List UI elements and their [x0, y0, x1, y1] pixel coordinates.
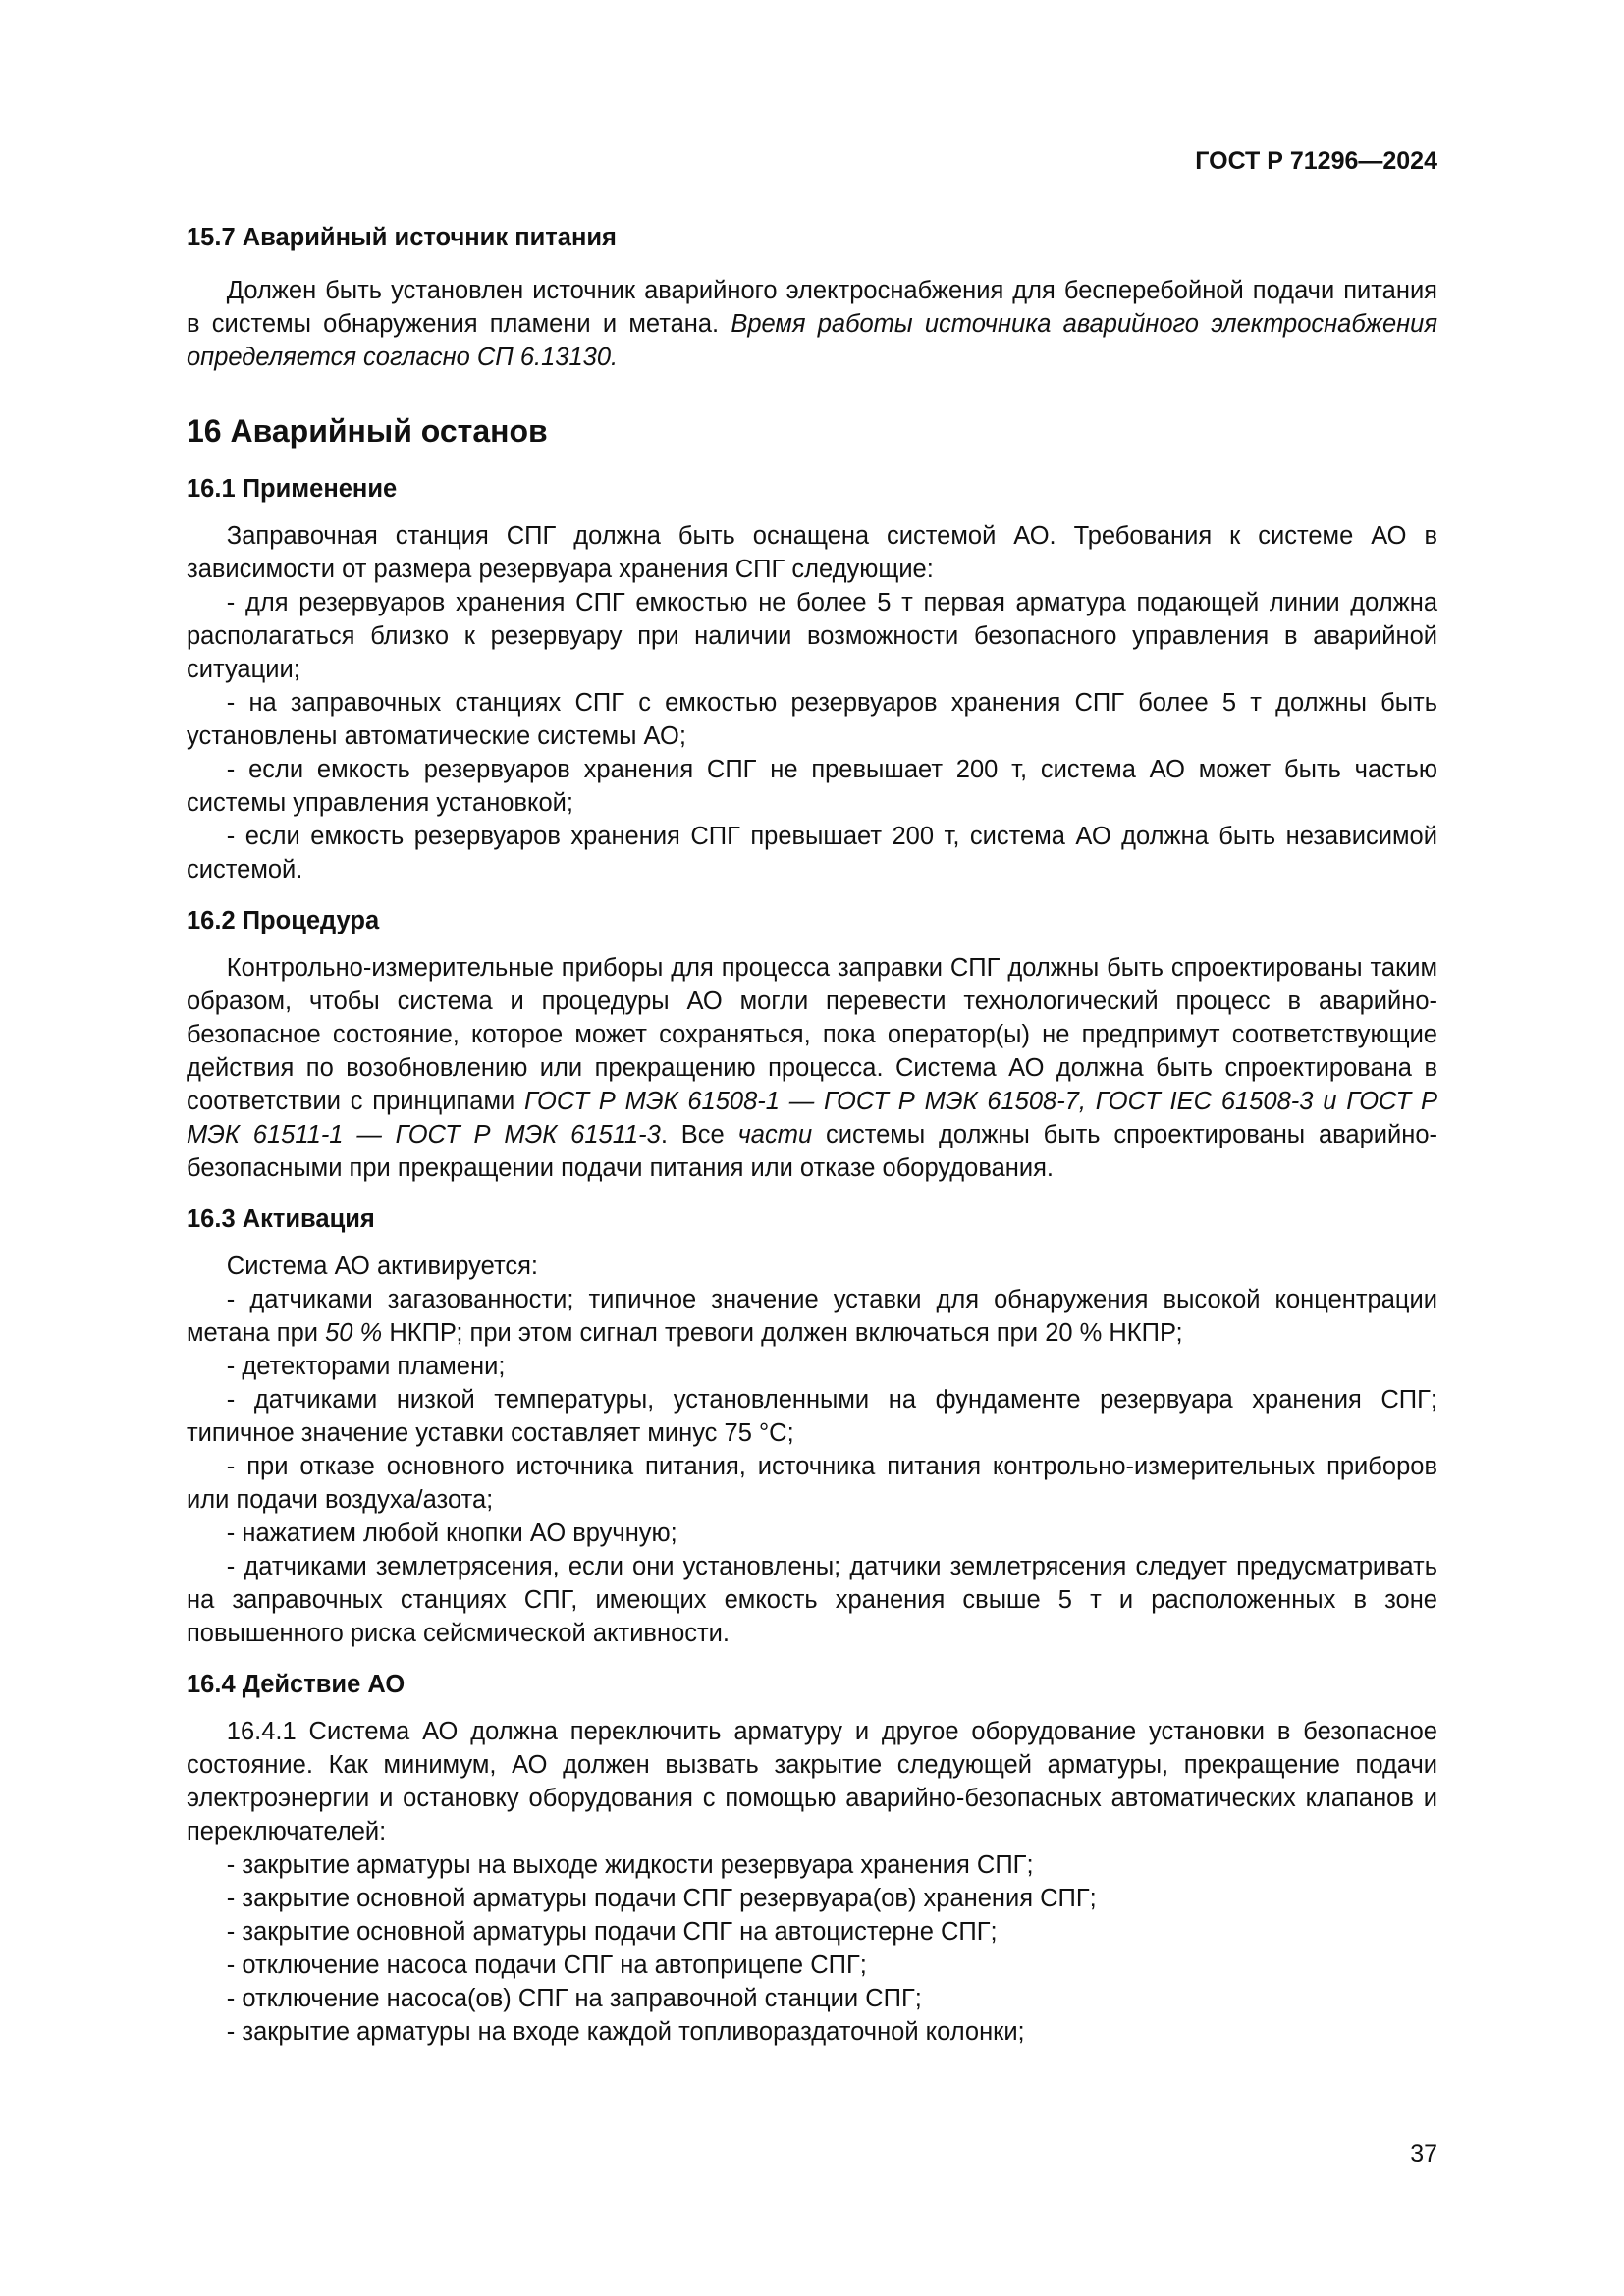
- list-item: - датчиками загазованности; типичное значение уставки для обнаружения высокой концентрации метана при 50 % НКПР; при этом сигнал тревоги должен включаться при 20 % НКПР;: [187, 1286, 1437, 1347]
- section-16-4-title: 16.4 Действие АО: [187, 1671, 406, 1698]
- list-item: - детекторами пламени;: [226, 1353, 506, 1380]
- list-item: - закрытие арматуры на выходе жидкости резервуара хранения СПГ;: [226, 1851, 1034, 1879]
- list-item: - закрытие основной арматуры подачи СПГ на автоцистерне СПГ;: [226, 1918, 998, 1946]
- list-item: - если емкость резервуаров хранения СПГ не превышает 200 т, система АО может быть частью системы управления установкой;: [187, 756, 1437, 817]
- page-content: [187, 221, 1437, 2049]
- section-16-3-intro: Система АО активируется:: [226, 1253, 539, 1280]
- section-16-4-1-paragraph: 16.4.1 Система АО должна переключить арматуру и другое оборудование установки в безопасное состояние. Как минимум, АО должен вызвать закрытие следующей арматуры, прекращение подачи электроэнергии и остановку оборудования с помощью аварийно-безопасных автоматических клапанов и переключателей:: [187, 1718, 1437, 1845]
- list-item: - датчиками землетрясения, если они установлены; датчики землетрясения следует предусматривать на заправочных станциях СПГ, имеющих емкость хранения свыше 5 т и расположенных в зоне повышенного риска сейсмической активности.: [187, 1553, 1437, 1647]
- page-number: 37: [1410, 2140, 1437, 2167]
- section-16-1-title: 16.1 Применение: [187, 475, 398, 503]
- list-item: - закрытие арматуры на входе каждой топливораздаточной колонки;: [226, 2018, 1025, 2046]
- list-item: - датчиками низкой температуры, установленными на фундаменте резервуара хранения СПГ; типичное значение уставки составляет минус 75 °С;: [187, 1386, 1437, 1447]
- list-item: - при отказе основного источника питания, источника питания контрольно-измерительных приборов или подачи воздуха/азота;: [187, 1453, 1437, 1514]
- section-16-3-title: 16.3 Активация: [187, 1205, 375, 1233]
- section-16-title: 16 Аварийный останов: [187, 413, 548, 449]
- section-15-7-paragraph: Должен быть установлен источник аварийного электроснабжения для бесперебойной подачи питания в системы обнаружения пламени и метана. Время работы источника аварийного электроснабжения определяется согласно СП 6.13130.: [187, 277, 1437, 371]
- section-16-2-paragraph: Контрольно-измерительные приборы для процесса заправки СПГ должны быть спроектированы таким образом, чтобы система и процедуры АО могли перевести технологический процесс в аварийно-безопасное состояние, которое может сохраняться, пока оператор(ы) не предпримут соответствующие действия по возобновлению или прекращению процесса. Система АО должна быть спроектирована в соответствии с принципами ГОСТ Р МЭК 61508-1 — ГОСТ Р МЭК 61508-7, ГОСТ IEC 61508-3 и ГОСТ Р МЭК 61511-1 — ГОСТ Р МЭК 61511-3. Все части системы должны быть спроектированы аварийно-безопасными при прекращении подачи питания или отказе оборудования.: [187, 954, 1437, 1182]
- list-item: - для резервуаров хранения СПГ емкостью не более 5 т первая арматура подающей линии должна располагаться близко к резервуару при наличии возможности безопасного управления в аварийной ситуации;: [187, 589, 1437, 683]
- list-item: - закрытие основной арматуры подачи СПГ резервуара(ов) хранения СПГ;: [226, 1885, 1097, 1912]
- section-16-2-title: 16.2 Процедура: [187, 907, 380, 934]
- section-16-1-intro: Заправочная станция СПГ должна быть оснащена системой АО. Требования к системе АО в зависимости от размера резервуара хранения СПГ следующие:: [187, 522, 1437, 583]
- section-15-7-title: 15.7 Аварийный источник питания: [187, 224, 617, 251]
- document-id: ГОСТ Р 71296—2024: [1195, 147, 1437, 175]
- list-item: - нажатием любой кнопки АО вручную;: [226, 1520, 677, 1547]
- list-item: - отключение насоса подачи СПГ на автоприцепе СПГ;: [226, 1951, 867, 1979]
- list-item: - отключение насоса(ов) СПГ на заправочной станции СПГ;: [226, 1985, 922, 2012]
- list-item: - если емкость резервуаров хранения СПГ превышает 200 т, система АО должна быть независимой системой.: [187, 823, 1437, 883]
- list-item: - на заправочных станциях СПГ с емкостью резервуаров хранения СПГ более 5 т должны быть установлены автоматические системы АО;: [187, 689, 1437, 750]
